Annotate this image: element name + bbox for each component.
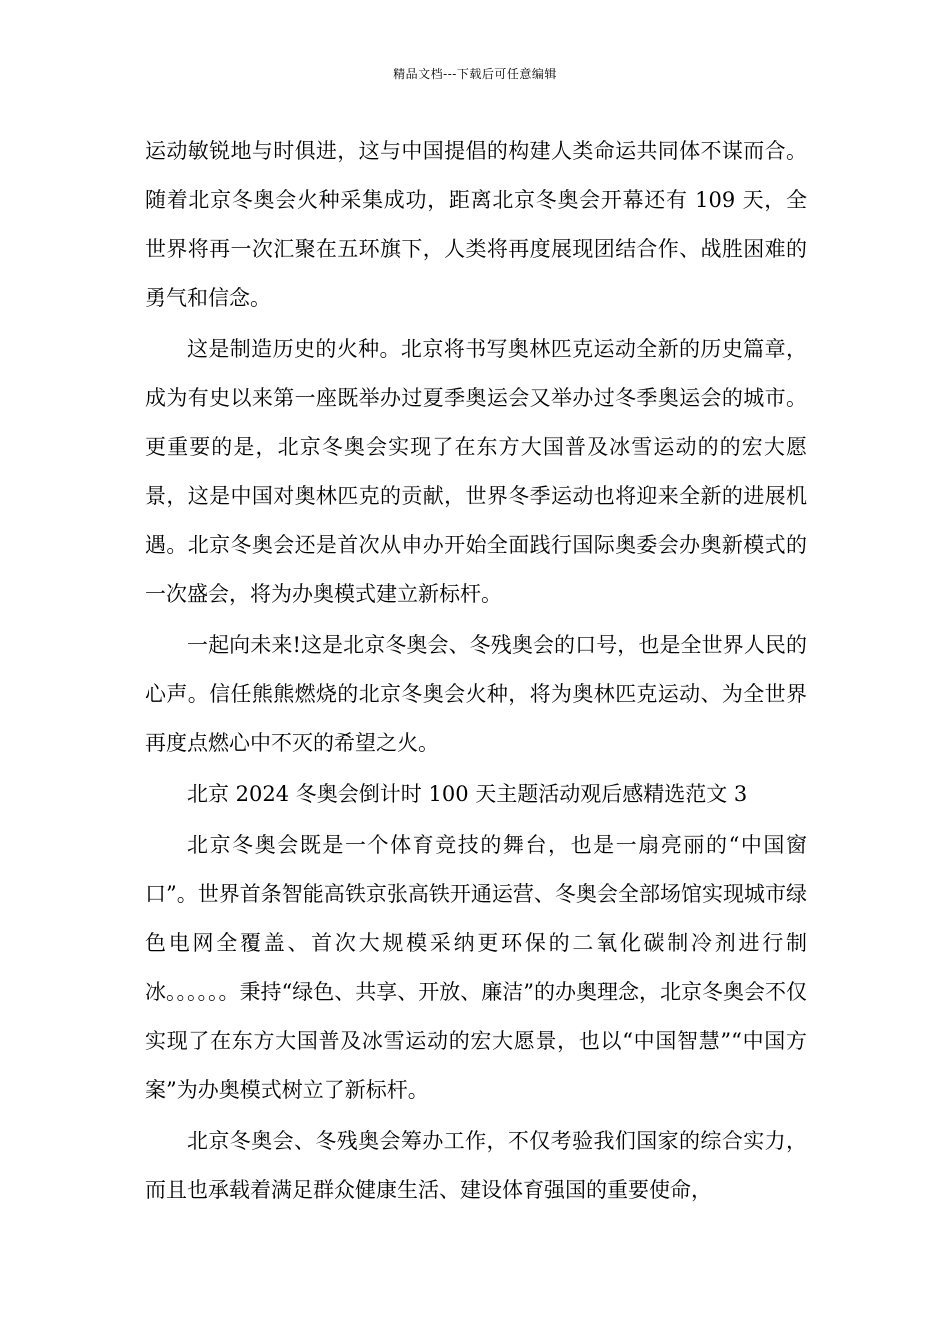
page-header: 精品文档---下载后可任意编辑 xyxy=(393,67,557,81)
paragraph-china-window: 北京冬奥会既是一个体育竞技的舞台，也是一扇亮丽的“中国窗口”。世界首条智能高铁京张高铁开通运营、冬奥会全部场馆实现城市绿色电网全覆盖、首次大规模采纳更环保的二氧化碳制冷剂进行制冰。。。。。。秉持“绿色、共享、开放、廉洁”的办奥理念，北京冬奥会不仅实现了在东方大国普及冰雪运动的宏大愿景，也以“中国智慧”“中国方案”为办奥模式树立了新标杆。 xyxy=(145,833,807,1102)
paragraph-continuation: 运动敏锐地与时俱进，这与中国提倡的构建人类命运共同体不谋而合。随着北京冬奥会火种采集成功，距离北京冬奥会开幕还有 109 天，全世界将再一次汇聚在五环旗下，人类将再度展现团结合作、战胜困难的勇气和信念。 xyxy=(145,139,807,310)
paragraph-historic-flame: 这是制造历史的火种。北京将书写奥林匹克运动全新的历史篇章，成为有史以来第一座既举办过夏季奥运会又举办过冬季奥运会的城市。更重要的是，北京冬奥会实现了在东方大国普及冰雪运动的的宏大愿景，这是中国对奥林匹克的贡献，世界冬季运动也将迎来全新的进展机遇。北京冬奥会还是首次从申办开始全面践行国际奥委会办奥新模式的一次盛会，将为办奥模式建立新标杆。 xyxy=(145,337,807,606)
paragraph-preparation: 北京冬奥会、冬残奥会筹办工作，不仅考验我们国家的综合实力，而且也承载着满足群众健康生活、建设体育强国的重要使命， xyxy=(145,1129,807,1202)
section-heading: 北京 2024 冬奥会倒计时 100 天主题活动观后感精选范文 3 xyxy=(187,782,748,806)
paragraph-slogan: 一起向未来!这是北京冬奥会、冬残奥会的口号，也是全世界人民的心声。信任熊熊燃烧的北京冬奥会火种，将为奥林匹克运动、为全世界再度点燃心中不灭的希望之火。 xyxy=(145,633,807,755)
document-body xyxy=(145,127,807,1215)
